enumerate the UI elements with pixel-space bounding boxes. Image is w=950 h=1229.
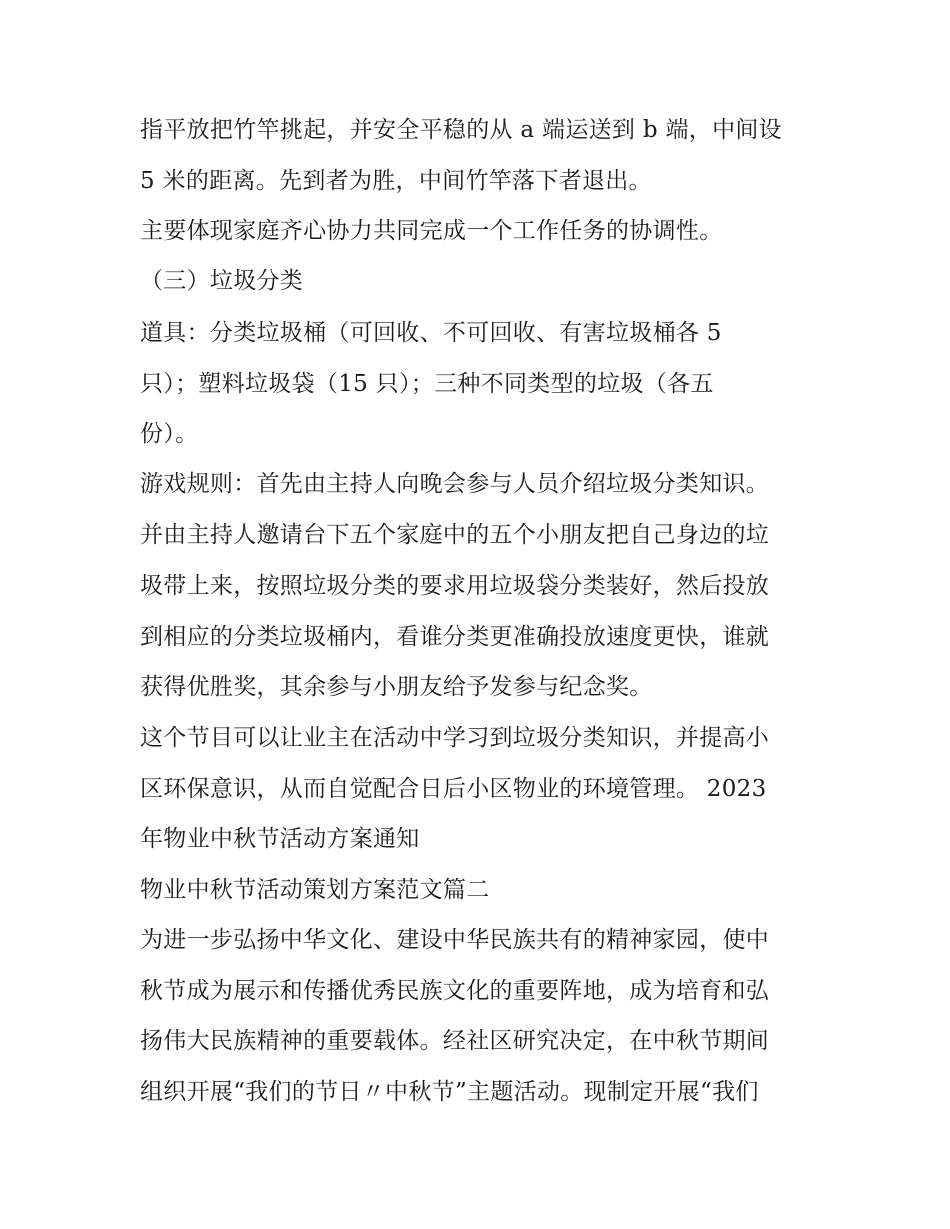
text-line: 游戏规则：首先由主持人向晚会参与人员介绍垃圾分类知识。 [140, 471, 770, 497]
text-line: 秋节成为展示和传播优秀民族文化的重要阵地，成为培育和弘 [140, 978, 770, 1004]
text-line: 指平放把竹竿挑起，并安全平稳的从 a 端运送到 b 端，中间设 [140, 117, 782, 143]
text-line: 区环保意识，从而自觉配合日后小区物业的环境管理。 2023 [140, 776, 767, 802]
text-line: 年物业中秋节活动方案通知 [140, 826, 420, 852]
text-line: 并由主持人邀请台下五个家庭中的五个小朋友把自己身边的垃 [140, 522, 770, 548]
text-line: 到相应的分类垃圾桶内，看谁分类更准确投放速度更快，谁就 [140, 624, 770, 650]
text-line: 获得优胜奖，其余参与小朋友给予发参与纪念奖。 [140, 674, 653, 700]
text-line: 主要体现家庭齐心协力共同完成一个工作任务的协调性。 [140, 218, 723, 244]
section-heading: 物业中秋节活动策划方案范文篇二 [140, 877, 490, 903]
text-line: 圾带上来，按照垃圾分类的要求用垃圾袋分类装好，然后投放 [140, 573, 770, 599]
text-line: 扬伟大民族精神的重要载体。经社区研究决定，在中秋节期间 [140, 1028, 770, 1054]
text-line: 这个节目可以让业主在活动中学习到垃圾分类知识，并提高小 [140, 725, 770, 751]
section-heading: （三）垃圾分类 [140, 268, 304, 294]
text-line: 只）；塑料垃圾袋（15 只）；三种不同类型的垃圾（各五 [140, 371, 714, 397]
text-line: 组织开展“我们的节日〃中秋节”主题活动。现制定开展“我们 [140, 1079, 759, 1105]
text-line: 为进一步弘扬中华文化、建设中华民族共有的精神家园，使中 [140, 927, 770, 953]
text-line: 5 米的距离。先到者为胜，中间竹竿落下者退出。 [140, 168, 652, 194]
text-line: 道具：分类垃圾桶（可回收、不可回收、有害垃圾桶各 5 [140, 320, 722, 346]
text-line: 份）。 [140, 421, 199, 447]
